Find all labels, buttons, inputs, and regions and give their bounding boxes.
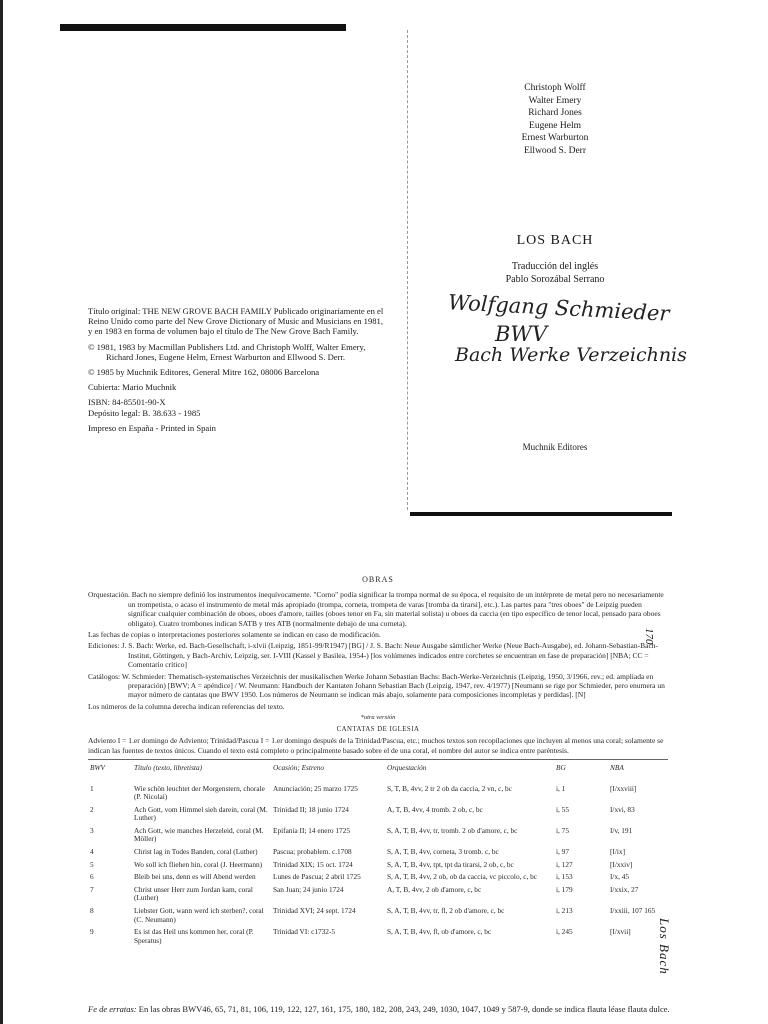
author-name: Walter Emery bbox=[528, 95, 582, 106]
cell-scoring: A, T, B, 4vv, 4 tromb. 2 ob, c, bc bbox=[387, 804, 483, 814]
author-name: Ernest Warburton bbox=[521, 133, 589, 143]
translation-credit bbox=[470, 260, 640, 286]
cell-scoring: S, A, T, B, 4vv, tpt, tpt da tirarsi, 2 ob, c, bc bbox=[387, 859, 514, 869]
column-header: Título (texto, libretista) bbox=[132, 759, 271, 782]
cell-nba: [I/xxviii] bbox=[610, 783, 637, 793]
book-title: LOS BACH bbox=[516, 233, 594, 248]
running-title: Los Bach bbox=[657, 918, 672, 975]
cell-bwv: 4 bbox=[90, 847, 94, 857]
column-header: NBA bbox=[608, 759, 668, 782]
cantatas-table bbox=[88, 759, 668, 948]
author-name: Ellwood S. Derr bbox=[523, 145, 586, 156]
author-name: Christoph Wolff bbox=[524, 83, 586, 93]
cell-bg: i, 97 bbox=[556, 847, 569, 857]
cell-nba: I/xxix, 27 bbox=[610, 884, 639, 894]
cell-nba: [I/xxiv] bbox=[610, 859, 633, 869]
cell-occasion: Trinidad XVI; 24 sept. 1724 bbox=[273, 906, 356, 916]
cell-bwv: 6 bbox=[90, 872, 94, 882]
advent-note: Adviento I = 1.er domingo de Adviento; Trinidad/Pascua I = 1.er domingo después de la Trinidad/Pascua, etc.; muchos textos son recopilaciones que incluyen al menos una coral; solamente se indican las fuentes de textos únicos. Cuando el texto está completo o principalmente basado sobre el de una coral, el nombre del autor se indica entre paréntesis. bbox=[88, 736, 664, 755]
table-row bbox=[88, 884, 668, 905]
table-row bbox=[88, 871, 668, 884]
cell-occasion: Pascua; probablem. c.1708 bbox=[273, 847, 352, 857]
cell-scoring: S, A, T, B, 4vv, tr, fl, 2 ob d'amore, c, bc bbox=[387, 906, 505, 916]
cell-bg: i, 127 bbox=[556, 859, 573, 869]
cell-title: Wo soll ich fliehen hin, coral (J. Heermann) bbox=[134, 859, 263, 869]
cell-bg: i, 1 bbox=[556, 783, 566, 793]
cell-occasion: Anunciación; 25 marzo 1725 bbox=[273, 783, 358, 793]
cell-title: Christ lag in Todes Banden, coral (Luther) bbox=[134, 847, 258, 857]
column-header: BWV bbox=[88, 759, 132, 782]
cell-title: Christ unser Herr zum Jordan kam, coral (Luther) bbox=[134, 884, 253, 903]
cell-occasion: Trinidad XIX; 15 oct. 1724 bbox=[273, 859, 353, 869]
authors-block bbox=[480, 82, 630, 157]
editions-note: Ediciones: J. S. Bach: Werke, ed. Bach-Gesellschaft, i-xlvii (Leipzig, 1851-99/R1947) [BG] / J. S. Bach: Neue Ausgabe sämtlicher Werke (Neue Bach-Ausgabe), ed. Johann-Sebastian-Bach-Institut, Göttingen, y Bach-Archiv, Leipzig, ser. I-VIII (Kassel y Basilea, 1954-) [los volúmenes indicados entre corchetes se encuentran en fase de preparación] [NBA; CC = Comentario crítico] bbox=[88, 641, 659, 670]
cell-scoring: S, A, T, B, 4vv, corneta, 3 tromb. c, bc bbox=[387, 847, 499, 857]
table-row bbox=[88, 926, 668, 947]
cantatas-heading: CANTATAS DE IGLESIA bbox=[336, 725, 420, 733]
cell-nba: I/x, 45 bbox=[610, 872, 630, 882]
handwritten-note-line: Wolfgang Schmieder bbox=[447, 290, 671, 326]
column-header: BG bbox=[554, 759, 608, 782]
top-black-bar bbox=[60, 24, 346, 31]
works-page bbox=[88, 575, 668, 947]
cell-bg: i, 75 bbox=[556, 825, 569, 835]
bottom-black-bar bbox=[410, 512, 672, 516]
translation-line: Traducción del inglés bbox=[511, 261, 599, 272]
table-row bbox=[88, 804, 668, 825]
cell-bwv: 1 bbox=[90, 783, 94, 793]
other-version-note: *otra versión bbox=[360, 714, 396, 722]
cell-scoring: S, T, B, 4vv, 2 tr 2 ob da caccia, 2 vn, c, bc bbox=[387, 783, 512, 793]
handwritten-note-line: Bach Werke Verzeichnis bbox=[455, 344, 687, 366]
original-title-note: Título original: THE NEW GROVE BACH FAMILY Publicado originariamente en el Reino Unido como parte del New Grove Dictionary of Music and Musicians en 1981, y en 1983 en forma de volumen bajo el título de The New Grove Bach Family. bbox=[88, 306, 384, 337]
table-row bbox=[88, 783, 668, 804]
page-fold-line bbox=[407, 30, 408, 510]
cell-occasion: Epifanía II; 14 enero 1725 bbox=[273, 825, 350, 835]
cell-bg: i, 179 bbox=[556, 884, 573, 894]
copyright-line: © 1981, 1983 by Macmillan Publishers Ltd. and Christoph Wolff, Walter Emery, Richard Jones, Eugene Helm, Ernest Warburton and Ellwood S. Derr. bbox=[88, 341, 366, 362]
cell-bwv: 9 bbox=[90, 927, 94, 937]
cell-bg: i, 213 bbox=[556, 906, 573, 916]
handwritten-note-line: BWV bbox=[495, 322, 548, 346]
cell-bwv: 3 bbox=[90, 825, 94, 835]
table-row bbox=[88, 846, 668, 859]
cover-credit: Cubierta: Mario Muchnik bbox=[88, 382, 177, 393]
errata-text: En las obras BWV46, 65, 71, 81, 106, 119, 122, 127, 161, 175, 180, 182, 208, 243, 249, 1030, 1047, 1049 y 587-9, donde se indica flauta léase flauta dulce. bbox=[138, 1004, 670, 1014]
table-row bbox=[88, 859, 668, 872]
cell-title: Ach Gott, vom Himmel sieh darein, coral (M. Luther) bbox=[134, 804, 268, 823]
legal-deposit: Depósito legal: B. 38.633 - 1985 bbox=[88, 407, 201, 418]
section-heading: OBRAS bbox=[362, 575, 394, 584]
table-row bbox=[88, 905, 668, 926]
cell-occasion: Lunes de Pascua; 2 abril 1725 bbox=[273, 872, 361, 882]
cell-title: Liebster Gott, wann werd ich sterben?, coral (C. Neumann) bbox=[134, 906, 264, 924]
table-row bbox=[88, 825, 668, 846]
copyright-line: © 1985 by Muchnik Editores, General Mitre 162, 08006 Barcelona bbox=[88, 367, 320, 378]
copyright-block bbox=[88, 306, 388, 438]
cell-scoring: S, A, T, B, 4vv, tr, tromb. 2 ob d'amore, c, bc bbox=[387, 825, 518, 835]
cell-bwv: 2 bbox=[90, 804, 94, 814]
cell-title: Ach Gott, wie manches Herzeleid, coral (M. Möller) bbox=[134, 825, 264, 844]
cell-nba: [I/xvii] bbox=[610, 927, 631, 937]
cell-title: Wie schön leuchtet der Morgenstern, chorale (P. Nicolai) bbox=[134, 783, 265, 802]
cell-title: Es ist das Heil uns kommen her, coral (P. Speratus) bbox=[134, 927, 254, 945]
printed-in: Impreso en España - Printed in Spain bbox=[88, 422, 216, 433]
cell-bg: i, 153 bbox=[556, 872, 573, 882]
cell-bg: i, 55 bbox=[556, 804, 569, 814]
numbers-note: Los números de la columna derecha indican referencias del texto. bbox=[88, 701, 285, 711]
cell-nba: I/xxiii, 107 165 bbox=[610, 906, 656, 916]
cell-occasion: San Juan; 24 junio 1724 bbox=[273, 884, 344, 894]
column-header: Orquestación bbox=[385, 759, 554, 782]
cell-scoring: S, A, T, B, 4vv, 2 ob, ob da caccia, vc piccolo, c, bc bbox=[387, 872, 538, 882]
cell-bwv: 7 bbox=[90, 884, 94, 894]
cell-nba: [I/ix] bbox=[610, 847, 625, 857]
cell-nba: I/xvi, 83 bbox=[610, 804, 635, 814]
publisher-name: Muchnik Editores bbox=[522, 442, 588, 452]
catalogues-note: Catálogos: W. Schmieder: Thematisch-systematisches Verzeichnis der musikalischen Werke Johann Sebastian Bachs: Bach-Werke-Verzeichnis (Leipzig, 1950, 3/1966, rev.; ed. ampliada en preparación) [BWV; A = apéndice] / W. Neumann: Handbuch der Kantaten Johann Sebastian Bach (Leipzig, 1947, rev. 4/1977) [Neumann se rige por Schmieder, pero enumera un mayor número de cantatas que BWV 1950. Los números de Neumann se indican más abajo, solamente para composiciones incompletas y perdidas]. [N] bbox=[88, 671, 665, 700]
errata-note bbox=[88, 1004, 688, 1014]
cell-title: Bleib bei uns, denn es will Abend werden bbox=[134, 872, 256, 882]
column-header: Ocasión; Estreno bbox=[271, 759, 385, 782]
orchestration-note: Orquestación. Bach no siempre definió los instrumentos inequívocamente. "Corno" podía significar la trompa normal de su época, el requisito de un intérprete de metal pero no necesariamente un trompetista, o acaso el instrumento de metal más apropiado (trompa, corneta, trompeta de varas [tromba da tirarsi], etc.). Las partes para "tres oboes" de Leipzig pueden significar cualquier combinación de oboes, oboes d'amore, tailles (oboes tenor en Fa, sin material solista) u oboes da caccia (en tipo específico de tenor local, pensado para oboes obligato). Cuatro trombones indican SATB y tres ATB (normalmente debajo de una corneta). bbox=[88, 590, 664, 628]
cell-bg: i, 245 bbox=[556, 927, 573, 937]
table-header-row bbox=[88, 759, 668, 782]
author-name: Richard Jones bbox=[528, 108, 582, 118]
translator-name: Pablo Sorozábal Serrano bbox=[505, 274, 605, 285]
cell-nba: I/v, 191 bbox=[610, 825, 633, 835]
cell-occasion: Trinidad II; 18 junio 1724 bbox=[273, 804, 349, 814]
cell-occasion: Trinidad VI: c1732-5 bbox=[273, 927, 336, 937]
page-number: 170 bbox=[643, 628, 655, 645]
author-name: Eugene Helm bbox=[529, 120, 581, 131]
cell-bwv: 8 bbox=[90, 906, 94, 916]
dates-note: Las fechas de copias o interpretaciones posteriores solamente se indican en caso de modificación. bbox=[88, 630, 381, 640]
page-edge bbox=[0, 0, 3, 1024]
isbn: ISBN: 84-85501-90-X bbox=[88, 397, 166, 408]
cell-bwv: 5 bbox=[90, 859, 94, 869]
errata-label: Fe de erratas: bbox=[88, 1004, 137, 1014]
cell-scoring: A, T, B, 4vv, 2 ob d'amore, c, bc bbox=[387, 884, 482, 894]
cell-scoring: S, A, T, B, 4vv, fl, ob d'amore, c, bc bbox=[387, 927, 492, 937]
